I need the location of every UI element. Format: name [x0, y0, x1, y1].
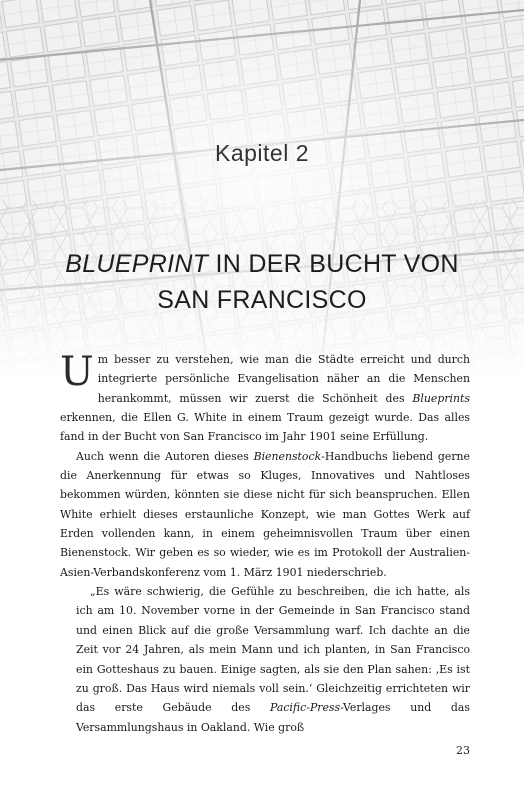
- city-map-background: [0, 0, 524, 380]
- paragraph-1-italic: Blueprints: [412, 391, 470, 405]
- paragraph-1-text-end: erkennen, die Ellen G. White in einem Traum gezeigt wurde. Das alles fand in der Bucht von San Francisco im Jahr 1901 seine Erfüllung.: [60, 411, 470, 444]
- paragraph-2-italic: Bienenstock: [253, 449, 322, 463]
- chapter-label: Kapitel 2: [214, 140, 309, 166]
- chapter-title-italic: BLUEPRINT: [65, 250, 209, 278]
- chapter-title-rest: IN DER BUCHT VON: [215, 250, 459, 278]
- paragraph-2: [60, 447, 470, 582]
- quote-text-end: -Verlages und das Versammlungshaus in Oakland. Wie groß: [76, 701, 470, 734]
- chapter-title-line-1: [40, 246, 484, 282]
- quote-paragraph: [76, 582, 470, 737]
- paragraph-2-text-end: -Handbuchs liebend gerne die Anerkennung für etwas so Kluges, Innovatives und Nahtloses bekommen würden, könnten sie diese nicht für sich beanspruchen. Ellen White erhielt dieses erstaunliche Konzept, wie man Gottes Werk auf Erden vollenden kann, in einem geheimnisvollen Traum über einen Bienenstock. Wir geben es so wieder, wie es im Protokoll der Australien-Asien-Verbandskonferenz vom 1. März 1901 niederschrieb.: [60, 449, 470, 579]
- chapter-title: [40, 246, 484, 318]
- drop-cap: U: [60, 349, 94, 395]
- paragraph-2-text: Auch wenn die Autoren dieses: [76, 449, 254, 463]
- quote-text: „Es wäre schwierig, die Gefühle zu beschreiben, die ich hatte, als ich am 10. November vorne in der Gemeinde in San Francisco stand und einen Blick auf die große Versammlung warf. Ich dachte an die Zeit vor 24 Jahren, als mein Mann und ich planten, in San Francisco ein Gotteshaus zu bauen. Einige sagten, als sie den Plan sahen: ‚Es ist zu groß. Das Haus wird niemals voll sein.‘ Gleichzeitig errichteten wir das erste Gebäude des: [76, 585, 470, 715]
- quote-italic: Pacific-Press: [270, 701, 341, 715]
- paragraph-1: [60, 350, 470, 447]
- page-number: 23: [456, 744, 470, 757]
- chapter-title-line-2: SAN FRANCISCO: [157, 286, 367, 314]
- body-text: [60, 350, 470, 737]
- paragraph-1-text: m besser zu verstehen, wie man die Städte erreicht und durch integrierte persönliche Evangelisation näher an die Menschen herankommt, müssen wir zuerst die Schönheit des: [97, 353, 470, 405]
